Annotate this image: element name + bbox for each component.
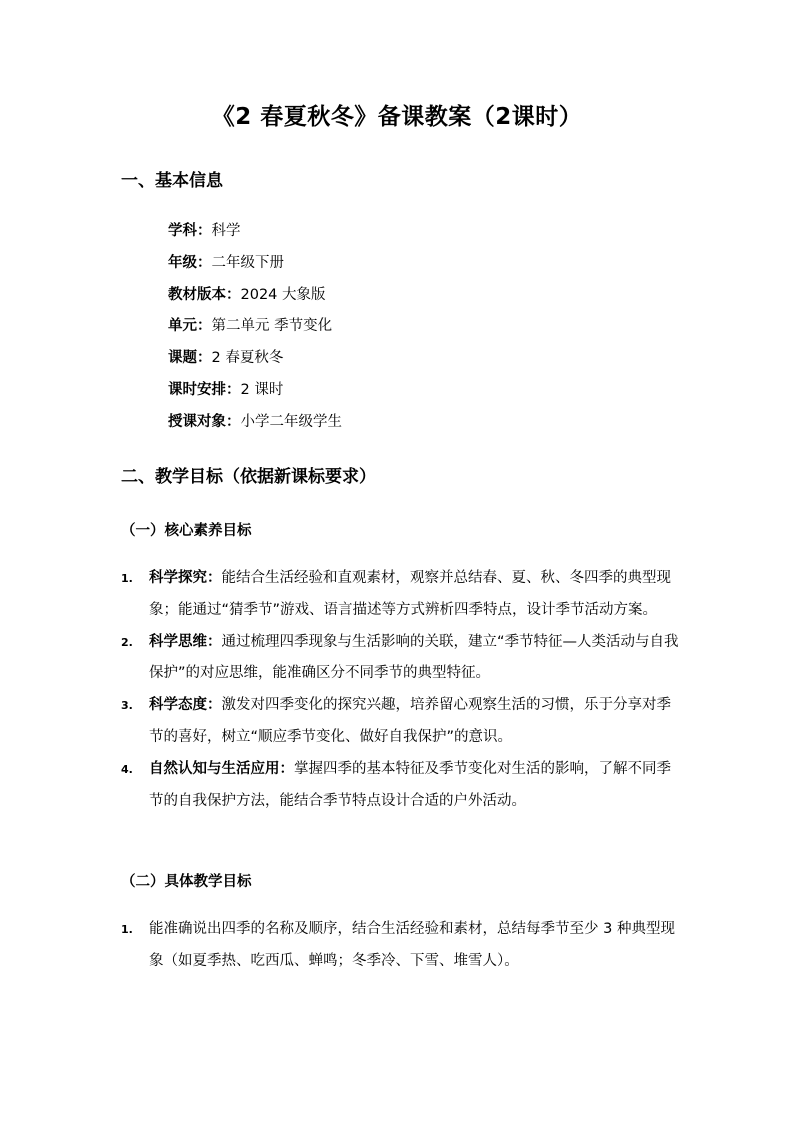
section-objectives-heading: 二、教学目标（依据新课标要求） [121,467,376,487]
info-row-lessons: 课时安排：2 课时 [168,381,284,398]
list-item: 3. 科学态度：激发对四季变化的探究兴趣，培养留心观察生活的习惯，乐于分享对季节的喜好，树立“顺应季节变化、做好自我保护”的意识。 [121,697,671,745]
core-literacy-list [121,563,681,817]
list-item: 2. 科学思维：通过梳理四季现象与生活影响的关联，建立“季节特征—人类活动与自我保护”的对应思维，能准确区分不同季节的典型特征。 [121,633,679,682]
section-basic-info-heading: 一、基本信息 [121,171,223,191]
list-item: 1. 能准确说出四季的名称及顺序，结合生活经验和素材，总结每季节至少 3 种典型现象（如夏季热、吃西瓜、蝉鸣；冬季冷、下雪、堆雪人）。 [121,921,675,969]
info-row-audience: 授课对象：小学二年级学生 [168,413,342,430]
document-title: 《2 春夏秋冬》备课教案（2课时） [211,104,583,130]
core-literacy-heading: （一）核心素养目标 [121,523,252,539]
info-row-grade: 年级：二年级下册 [168,254,284,271]
info-row-subject: 学科：科学 [168,223,241,239]
basic-info-list [168,220,342,443]
list-item: 1. 科学探究：能结合生活经验和直观素材，观察并总结春、夏、秋、冬四季的典型现象；能通过“猜季节”游戏、语言描述等方式辨析四季特点，设计季节活动方案。 [121,570,671,618]
info-row-topic: 课题：2 春夏秋冬 [168,350,284,367]
list-item: 4. 自然认知与生活应用：掌握四季的基本特征及季节变化对生活的影响，了解不同季节的自我保护方法，能结合季节特点设计合适的户外活动。 [121,760,671,809]
specific-objectives-list [121,914,681,978]
info-row-unit: 单元：第二单元 季节变化 [168,318,333,335]
info-row-edition: 教材版本：2024 大象版 [168,286,326,303]
specific-objectives-heading: （二）具体教学目标 [121,874,252,890]
